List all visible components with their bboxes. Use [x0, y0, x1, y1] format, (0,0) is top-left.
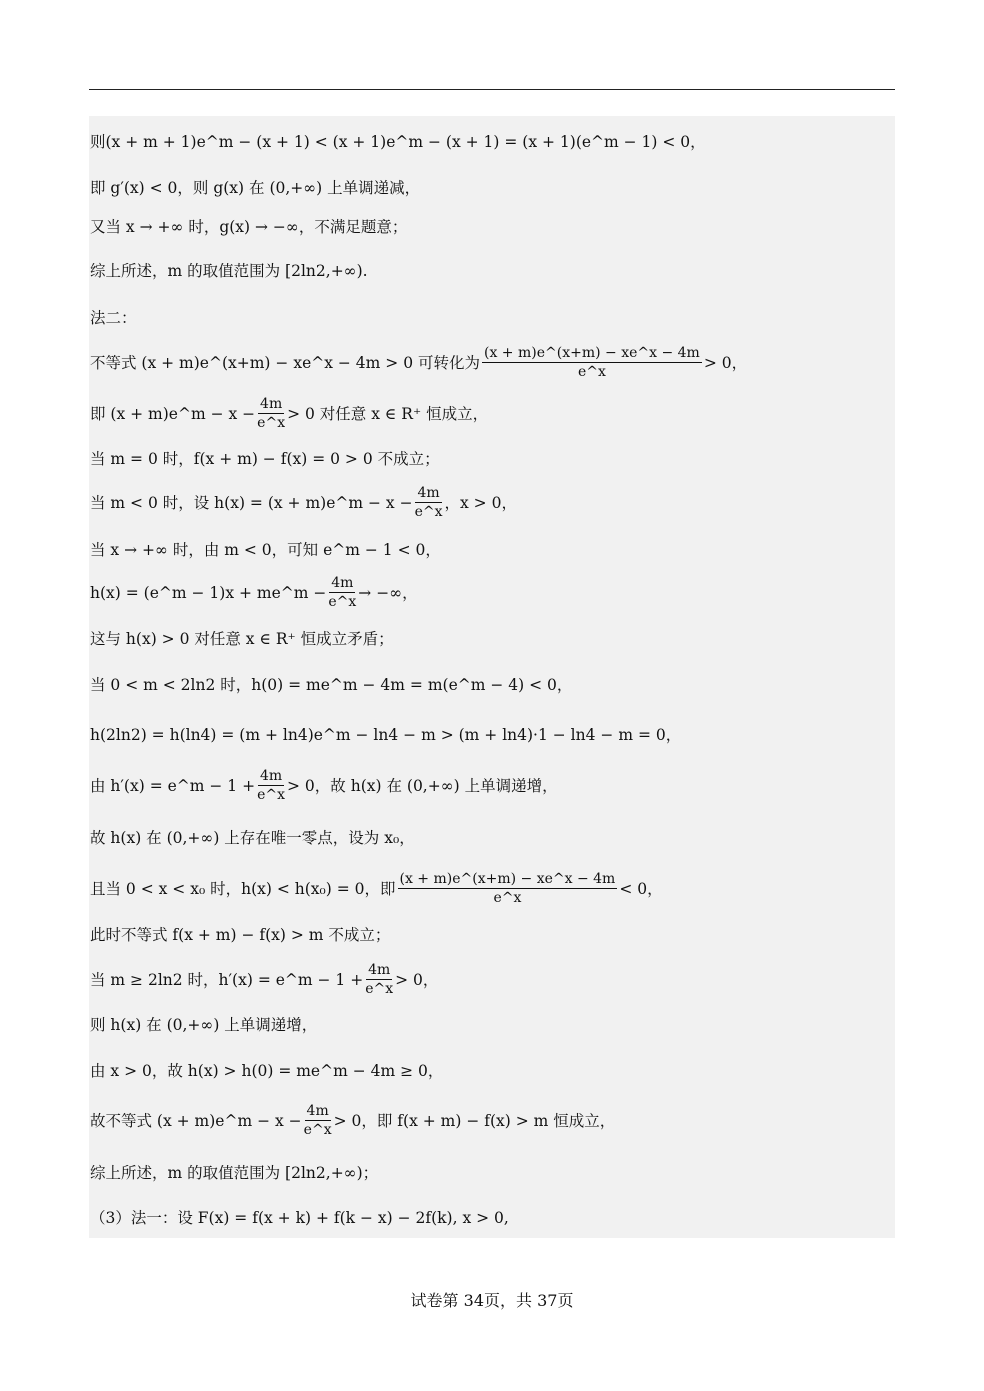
line-24: （3）法一：设 F(x) = f(x + k) + f(k − x) − 2f(k), x > 0, [90, 1209, 509, 1227]
line-2: 即 g′(x) < 0，则 g(x) 在 (0,+∞) 上单调递减， [90, 179, 421, 197]
fraction [257, 395, 285, 432]
line-22-tail: > 0，即 f(x + m) − f(x) > m 恒成立， [333, 1111, 616, 1130]
fraction [304, 1102, 332, 1139]
line-7 [90, 395, 488, 432]
line-6-text: 不等式 (x + m)e^(x+m) − xe^x − 4m > 0 可转化为 [90, 353, 480, 372]
line-6-tail: > 0， [703, 353, 748, 372]
line-10: 当 x → +∞ 时，由 m < 0，可知 e^m − 1 < 0， [90, 541, 441, 559]
fraction [482, 344, 702, 381]
fraction-numerator: 4m [417, 485, 440, 501]
fraction-numerator: 4m [331, 575, 354, 591]
line-8: 当 m = 0 时，f(x + m) − f(x) = 0 > 0 不成立； [90, 450, 440, 468]
solution-content [89, 116, 895, 1238]
line-9-tail: ，x > 0， [444, 493, 517, 512]
line-5: 法二： [90, 309, 137, 327]
line-15 [90, 767, 558, 804]
line-12: 这与 h(x) > 0 对任意 x ∈ R⁺ 恒成立矛盾； [90, 630, 394, 648]
line-19-tail: > 0， [395, 970, 439, 989]
line-14: h(2ln2) = h(ln4) = (m + ln4)e^m − ln4 − m > (m + ln4)·1 − ln4 − m = 0， [90, 726, 682, 744]
fraction-denominator: e^x [257, 415, 286, 431]
line-9 [90, 484, 517, 521]
line-20: 则 h(x) 在 (0,+∞) 上单调递增， [90, 1016, 318, 1034]
fraction-denominator: e^x [328, 594, 357, 610]
fraction [398, 870, 618, 907]
fraction [415, 484, 443, 521]
line-17-tail: < 0， [619, 879, 663, 898]
fraction-denominator: e^x [303, 1122, 332, 1138]
header-rule [89, 89, 895, 90]
fraction-denominator: e^x [414, 504, 443, 520]
fraction-numerator: (x + m)e^(x+m) − xe^x − 4m [399, 871, 616, 887]
fraction [328, 574, 356, 611]
fraction-numerator: 4m [306, 1103, 329, 1119]
line-23: 综上所述，m 的取值范围为 [2ln2,+∞)； [90, 1164, 379, 1182]
page-footer: 试卷第 34页，共 37页 [410, 1291, 574, 1310]
line-22-text: 故不等式 (x + m)e^m − x − [90, 1111, 302, 1130]
line-9-text: 当 m < 0 时，设 h(x) = (x + m)e^m − x − [90, 493, 413, 512]
line-4: 综上所述，m 的取值范围为 [2ln2,+∞). [90, 262, 368, 280]
line-18: 此时不等式 f(x + m) − f(x) > m 不成立； [90, 926, 391, 944]
line-13: 当 0 < m < 2ln2 时，h(0) = me^m − 4m = m(e^m − 4) < 0， [90, 676, 573, 694]
fraction [257, 767, 285, 804]
fraction-numerator: 4m [260, 396, 283, 412]
line-17-text: 且当 0 < x < x₀ 时，h(x) < h(x₀) = 0，即 [90, 879, 396, 898]
line-1: 则(x + m + 1)e^m − (x + 1) < (x + 1)e^m − (x + 1) = (x + 1)(e^m − 1) < 0， [90, 133, 706, 151]
line-21: 由 x > 0，故 h(x) > h(0) = me^m − 4m ≥ 0， [90, 1062, 444, 1080]
line-11 [90, 574, 418, 611]
line-7-text: 即 (x + m)e^m − x − [90, 404, 256, 423]
fraction [365, 961, 393, 998]
line-15-tail: > 0，故 h(x) 在 (0,+∞) 上单调递增， [287, 776, 558, 795]
fraction-numerator: 4m [259, 768, 283, 784]
line-16: 故 h(x) 在 (0,+∞) 上存在唯一零点，设为 x₀， [90, 829, 415, 847]
line-17 [90, 870, 663, 907]
line-19-text: 当 m ≥ 2ln2 时，h′(x) = e^m − 1 + [90, 970, 364, 989]
fraction-denominator: e^x [257, 787, 286, 803]
fraction-denominator: e^x [365, 981, 394, 997]
line-19 [90, 961, 438, 998]
line-22 [90, 1102, 615, 1139]
fraction-numerator: 4m [368, 962, 391, 978]
fraction-numerator: (x + m)e^(x+m) − xe^x − 4m [484, 345, 700, 361]
line-3: 又当 x → +∞ 时，g(x) → −∞，不满足题意； [90, 218, 408, 236]
line-7-tail: > 0 对任意 x ∈ R⁺ 恒成立， [287, 404, 489, 423]
line-11-text: h(x) = (e^m − 1)x + me^m − [90, 583, 327, 602]
fraction-denominator: e^x [493, 890, 522, 906]
line-15-text: 由 h′(x) = e^m − 1 + [90, 776, 256, 795]
line-6 [90, 344, 747, 381]
fraction-denominator: e^x [577, 364, 606, 380]
line-11-tail: → −∞， [358, 583, 418, 602]
